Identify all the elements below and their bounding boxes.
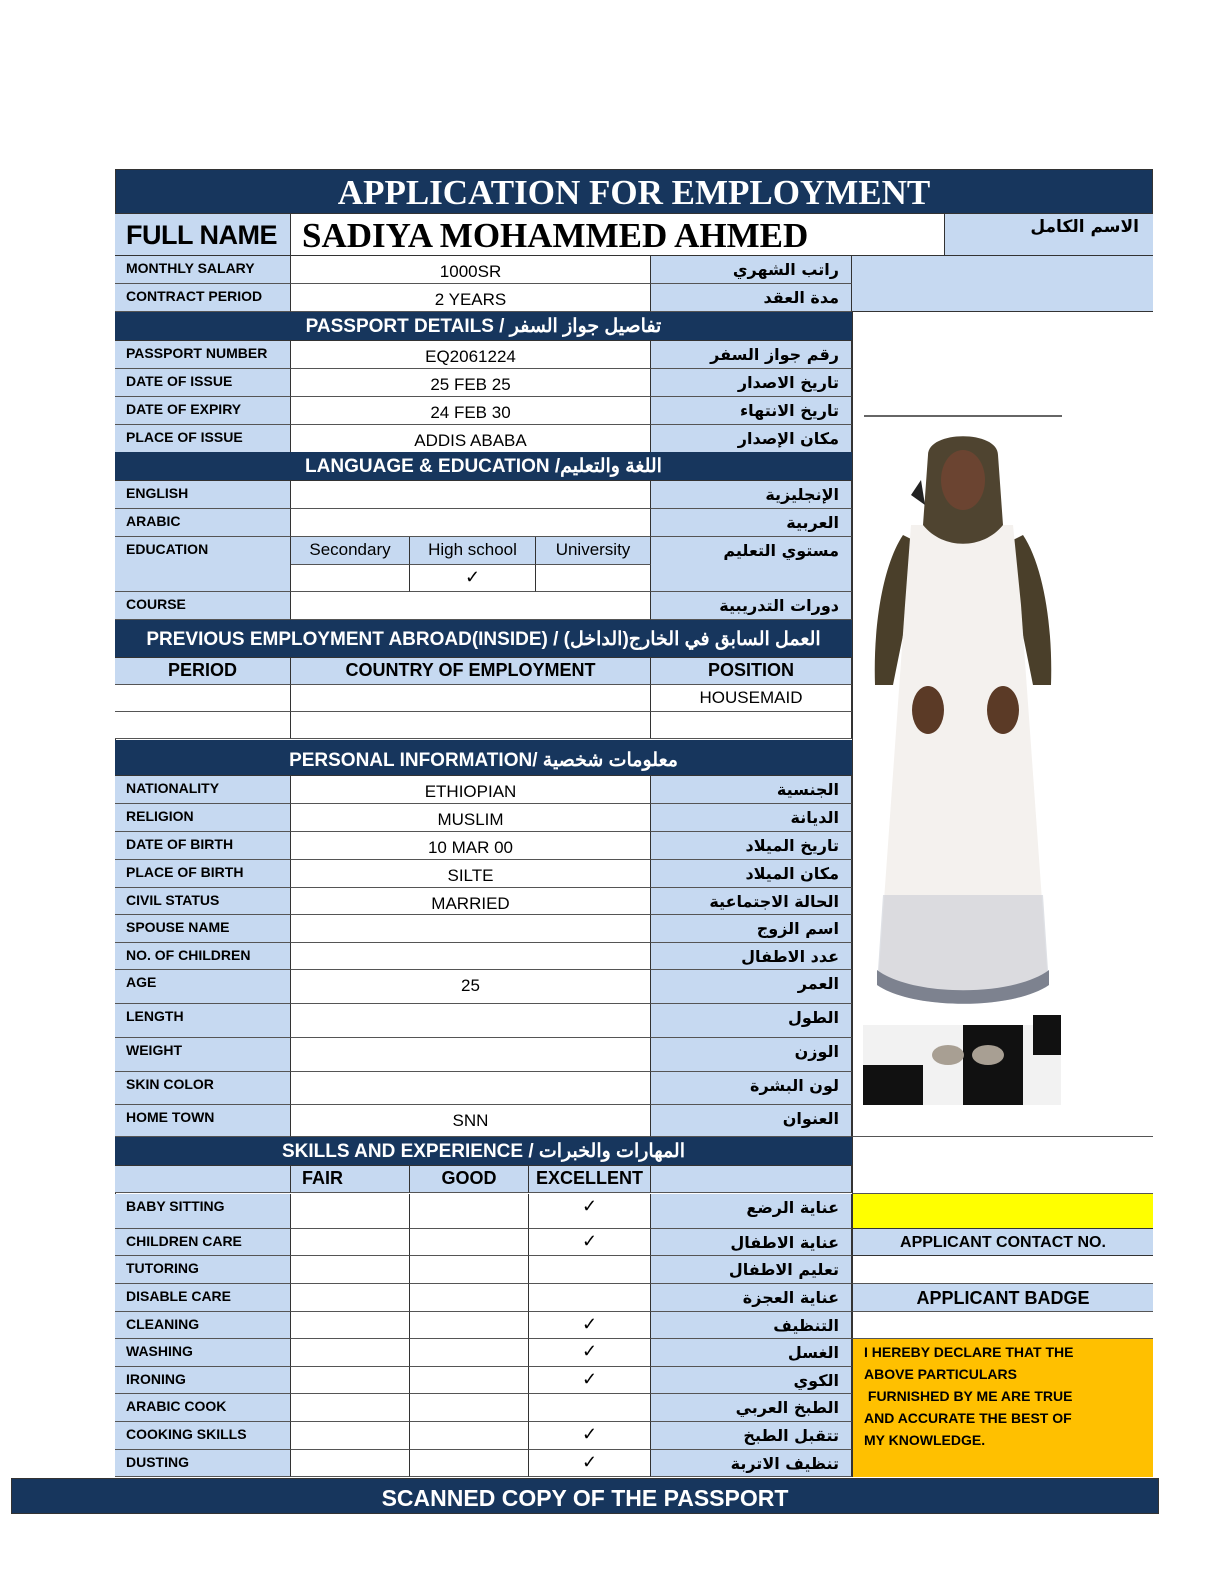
skill-good-cell	[410, 1194, 529, 1229]
personal-row-value	[291, 1072, 651, 1105]
personal-row-arabic: لون البشرة	[651, 1072, 852, 1105]
personal-row-value	[291, 943, 651, 970]
personal-row-arabic: الجنسية	[651, 776, 852, 804]
applicant-badge-label: APPLICANT BADGE	[852, 1284, 1153, 1312]
personal-row-label: AGE	[115, 970, 291, 1004]
skill-row-label: TUTORING	[115, 1256, 291, 1284]
skill-row-arabic: الطبخ العربي	[651, 1394, 852, 1422]
personal-row-label: NO. OF CHILDREN	[115, 943, 291, 970]
english-label: ENGLISH	[115, 481, 291, 509]
personal-row-label: PLACE OF BIRTH	[115, 860, 291, 888]
personal-row-label: LENGTH	[115, 1004, 291, 1038]
education-level-university: University	[536, 537, 651, 565]
skill-fair-cell	[291, 1394, 410, 1422]
skill-row-arabic: تنظيف الاتربة	[651, 1450, 852, 1477]
passport-section-header: PASSPORT DETAILS / تفاصيل جواز السفر	[115, 312, 852, 341]
skill-fair-cell	[291, 1194, 410, 1229]
language-education-header: LANGUAGE & EDUCATION /اللغة والتعليم	[115, 452, 852, 481]
skill-row-label: DISABLE CARE	[115, 1284, 291, 1312]
previous-employment-cell	[115, 685, 291, 712]
applicant-contact-value[interactable]	[852, 1256, 1153, 1284]
personal-row-value: MARRIED	[291, 888, 651, 915]
education-level-high-school: High school	[410, 537, 536, 565]
form-title: APPLICATION FOR EMPLOYMENT	[115, 169, 1153, 214]
personal-row-value	[291, 1038, 651, 1072]
skill-row-label: WASHING	[115, 1339, 291, 1367]
skill-excellent-cell: ✓	[529, 1312, 651, 1339]
column-position: POSITION	[651, 658, 852, 685]
top-row-label: CONTRACT PERIOD	[115, 284, 291, 312]
skill-fair-cell	[291, 1367, 410, 1394]
personal-row-value: SILTE	[291, 860, 651, 888]
skill-good-cell	[410, 1284, 529, 1312]
personal-row-value: MUSLIM	[291, 804, 651, 832]
previous-employment-cell	[291, 712, 651, 739]
skill-row-arabic: التنظيف	[651, 1312, 852, 1339]
skill-excellent-cell: ✓	[529, 1339, 651, 1367]
personal-row-value	[291, 1004, 651, 1038]
course-arabic: دورات التدريبية	[651, 592, 852, 620]
arabic-value	[291, 509, 651, 537]
full-name-arabic: الاسم الكامل	[945, 214, 1153, 256]
previous-employment-header: PREVIOUS EMPLOYMENT ABROAD(INSIDE) / العمل السابق في الخارج(الداخل)	[115, 620, 852, 658]
skill-row-label: CHILDREN CARE	[115, 1229, 291, 1256]
column-fair: FAIR	[291, 1166, 410, 1193]
arabic-label: ARABIC	[115, 509, 291, 537]
declaration-line: FURNISHED BY ME ARE TRUE	[864, 1388, 1073, 1404]
passport-row-value: ADDIS ABABA	[291, 425, 651, 453]
passport-row-value: 25 FEB 25	[291, 369, 651, 397]
previous-employment-cell	[651, 712, 852, 739]
scanned-passport-banner: SCANNED COPY OF THE PASSPORT	[11, 1478, 1159, 1514]
declaration-line: MY KNOWLEDGE.	[864, 1432, 986, 1448]
personal-row-arabic: الطول	[651, 1004, 852, 1038]
top-row-arabic: مدة العقد	[651, 284, 852, 312]
passport-row-arabic: تاريخ الانتهاء	[651, 397, 852, 425]
personal-row-label: HOME TOWN	[115, 1105, 291, 1137]
skill-row-label: IRONING	[115, 1367, 291, 1394]
skill-row-arabic: عناية العجزة	[651, 1284, 852, 1312]
skill-row-arabic: الكوي	[651, 1367, 852, 1394]
skill-row-arabic: عناية الاطفال	[651, 1229, 852, 1256]
education-level-secondary: Secondary	[291, 537, 410, 565]
salary-side-blank	[852, 256, 1153, 312]
top-row-value: 1000SR	[291, 256, 651, 284]
skill-excellent-cell: ✓	[529, 1450, 651, 1477]
skill-fair-cell	[291, 1229, 410, 1256]
education-mark-university	[536, 565, 651, 592]
personal-row-arabic: الديانة	[651, 804, 852, 832]
top-row-arabic: راتب الشهري	[651, 256, 852, 284]
personal-row-arabic: الحالة الاجتماعية	[651, 888, 852, 915]
previous-employment-cell	[115, 712, 291, 739]
signature-line	[864, 415, 1062, 417]
personal-row-label: NATIONALITY	[115, 776, 291, 804]
skill-good-cell	[410, 1367, 529, 1394]
personal-row-arabic: تاريخ الميلاد	[651, 832, 852, 860]
passport-row-label: DATE OF ISSUE	[115, 369, 291, 397]
personal-row-value: 10 MAR 00	[291, 832, 651, 860]
skill-good-cell	[410, 1450, 529, 1477]
applicant-contact-label: APPLICANT CONTACT NO.	[852, 1229, 1153, 1256]
skill-excellent-cell: ✓	[529, 1194, 651, 1229]
skill-good-cell	[410, 1339, 529, 1367]
column-period: PERIOD	[115, 658, 291, 685]
passport-row-value: EQ2061224	[291, 341, 651, 369]
skills-arabic-corner-blank	[651, 1166, 852, 1193]
course-value	[291, 592, 651, 620]
arabic-arabic: العربية	[651, 509, 852, 537]
skill-excellent-cell	[529, 1284, 651, 1312]
skill-good-cell	[410, 1422, 529, 1450]
personal-row-value: 25	[291, 970, 651, 1004]
top-row-value: 2 YEARS	[291, 284, 651, 312]
skill-fair-cell	[291, 1422, 410, 1450]
declaration-line: I HEREBY DECLARE THAT THE	[864, 1344, 1074, 1360]
personal-information-header: PERSONAL INFORMATION/ معلومات شخصية	[115, 740, 852, 776]
previous-employment-cell	[291, 685, 651, 712]
passport-row-arabic: تاريخ الاصدار	[651, 369, 852, 397]
personal-row-arabic: اسم الزوج	[651, 915, 852, 943]
full-name-label: FULL NAME	[115, 214, 291, 256]
personal-row-label: DATE OF BIRTH	[115, 832, 291, 860]
skill-row-label: BABY SITTING	[115, 1194, 291, 1229]
education-arabic: مستوي التعليم	[651, 537, 852, 592]
passport-row-label: PLACE OF ISSUE	[115, 425, 291, 453]
education-label: EDUCATION	[115, 537, 291, 592]
skill-row-label: COOKING SKILLS	[115, 1422, 291, 1450]
declaration-line: AND ACCURATE THE BEST OF	[864, 1410, 1072, 1426]
personal-row-value	[291, 915, 651, 943]
english-value	[291, 481, 651, 509]
skill-good-cell	[410, 1229, 529, 1256]
personal-row-arabic: الوزن	[651, 1038, 852, 1072]
full-name-value: SADIYA MOHAMMED AHMED	[291, 214, 945, 256]
right-blank-under-photo	[852, 1137, 1153, 1194]
passport-row-label: DATE OF EXPIRY	[115, 397, 291, 425]
declaration-box	[852, 1339, 1153, 1477]
top-row-label: MONTHLY SALARY	[115, 256, 291, 284]
previous-employment-cell: HOUSEMAID	[651, 685, 852, 712]
education-mark-secondary	[291, 565, 410, 592]
passport-row-arabic: رقم جواز السفر	[651, 341, 852, 369]
passport-row-label: PASSPORT NUMBER	[115, 341, 291, 369]
applicant-photo	[863, 425, 1061, 1105]
skill-excellent-cell: ✓	[529, 1422, 651, 1450]
skill-fair-cell	[291, 1312, 410, 1339]
skill-fair-cell	[291, 1450, 410, 1477]
skill-row-label: DUSTING	[115, 1450, 291, 1477]
personal-row-label: WEIGHT	[115, 1038, 291, 1072]
skill-row-arabic: عناية الرضع	[651, 1194, 852, 1229]
skill-excellent-cell: ✓	[529, 1229, 651, 1256]
passport-row-value: 24 FEB 30	[291, 397, 651, 425]
highlight-yellow-cell	[852, 1194, 1153, 1229]
applicant-badge-value[interactable]	[852, 1312, 1153, 1339]
skill-row-label: ARABIC COOK	[115, 1394, 291, 1422]
declaration-line: ABOVE PARTICULARS	[864, 1366, 1017, 1382]
column-good: GOOD	[410, 1166, 529, 1193]
course-label: COURSE	[115, 592, 291, 620]
skills-corner-blank	[115, 1166, 291, 1193]
personal-row-value: SNN	[291, 1105, 651, 1137]
education-mark-high-school: ✓	[410, 565, 536, 592]
personal-row-label: SPOUSE NAME	[115, 915, 291, 943]
personal-row-arabic: العنوان	[651, 1105, 852, 1137]
skill-excellent-cell	[529, 1256, 651, 1284]
personal-row-arabic: مكان الميلاد	[651, 860, 852, 888]
column-country: COUNTRY OF EMPLOYMENT	[291, 658, 651, 685]
skill-row-arabic: تعليم الاطفال	[651, 1256, 852, 1284]
personal-row-arabic: عدد الاطفال	[651, 943, 852, 970]
skill-fair-cell	[291, 1339, 410, 1367]
skill-row-arabic: الغسل	[651, 1339, 852, 1367]
personal-row-label: CIVIL STATUS	[115, 888, 291, 915]
skill-excellent-cell	[529, 1394, 651, 1422]
skill-row-arabic: تتقبل الطبخ	[651, 1422, 852, 1450]
skill-excellent-cell: ✓	[529, 1367, 651, 1394]
skill-row-label: CLEANING	[115, 1312, 291, 1339]
skill-good-cell	[410, 1256, 529, 1284]
passport-row-arabic: مكان الإصدار	[651, 425, 852, 453]
skill-good-cell	[410, 1312, 529, 1339]
column-excellent: EXCELLENT	[529, 1166, 651, 1193]
personal-row-label: SKIN COLOR	[115, 1072, 291, 1105]
skills-section-header: SKILLS AND EXPERIENCE / المهارات والخبرات	[115, 1137, 852, 1166]
english-arabic: الإنجليزية	[651, 481, 852, 509]
personal-row-label: RELIGION	[115, 804, 291, 832]
personal-row-arabic: العمر	[651, 970, 852, 1004]
personal-row-value: ETHIOPIAN	[291, 776, 651, 804]
skill-good-cell	[410, 1394, 529, 1422]
skill-fair-cell	[291, 1256, 410, 1284]
applicant-photo-illustration	[863, 425, 1061, 1105]
skill-fair-cell	[291, 1284, 410, 1312]
